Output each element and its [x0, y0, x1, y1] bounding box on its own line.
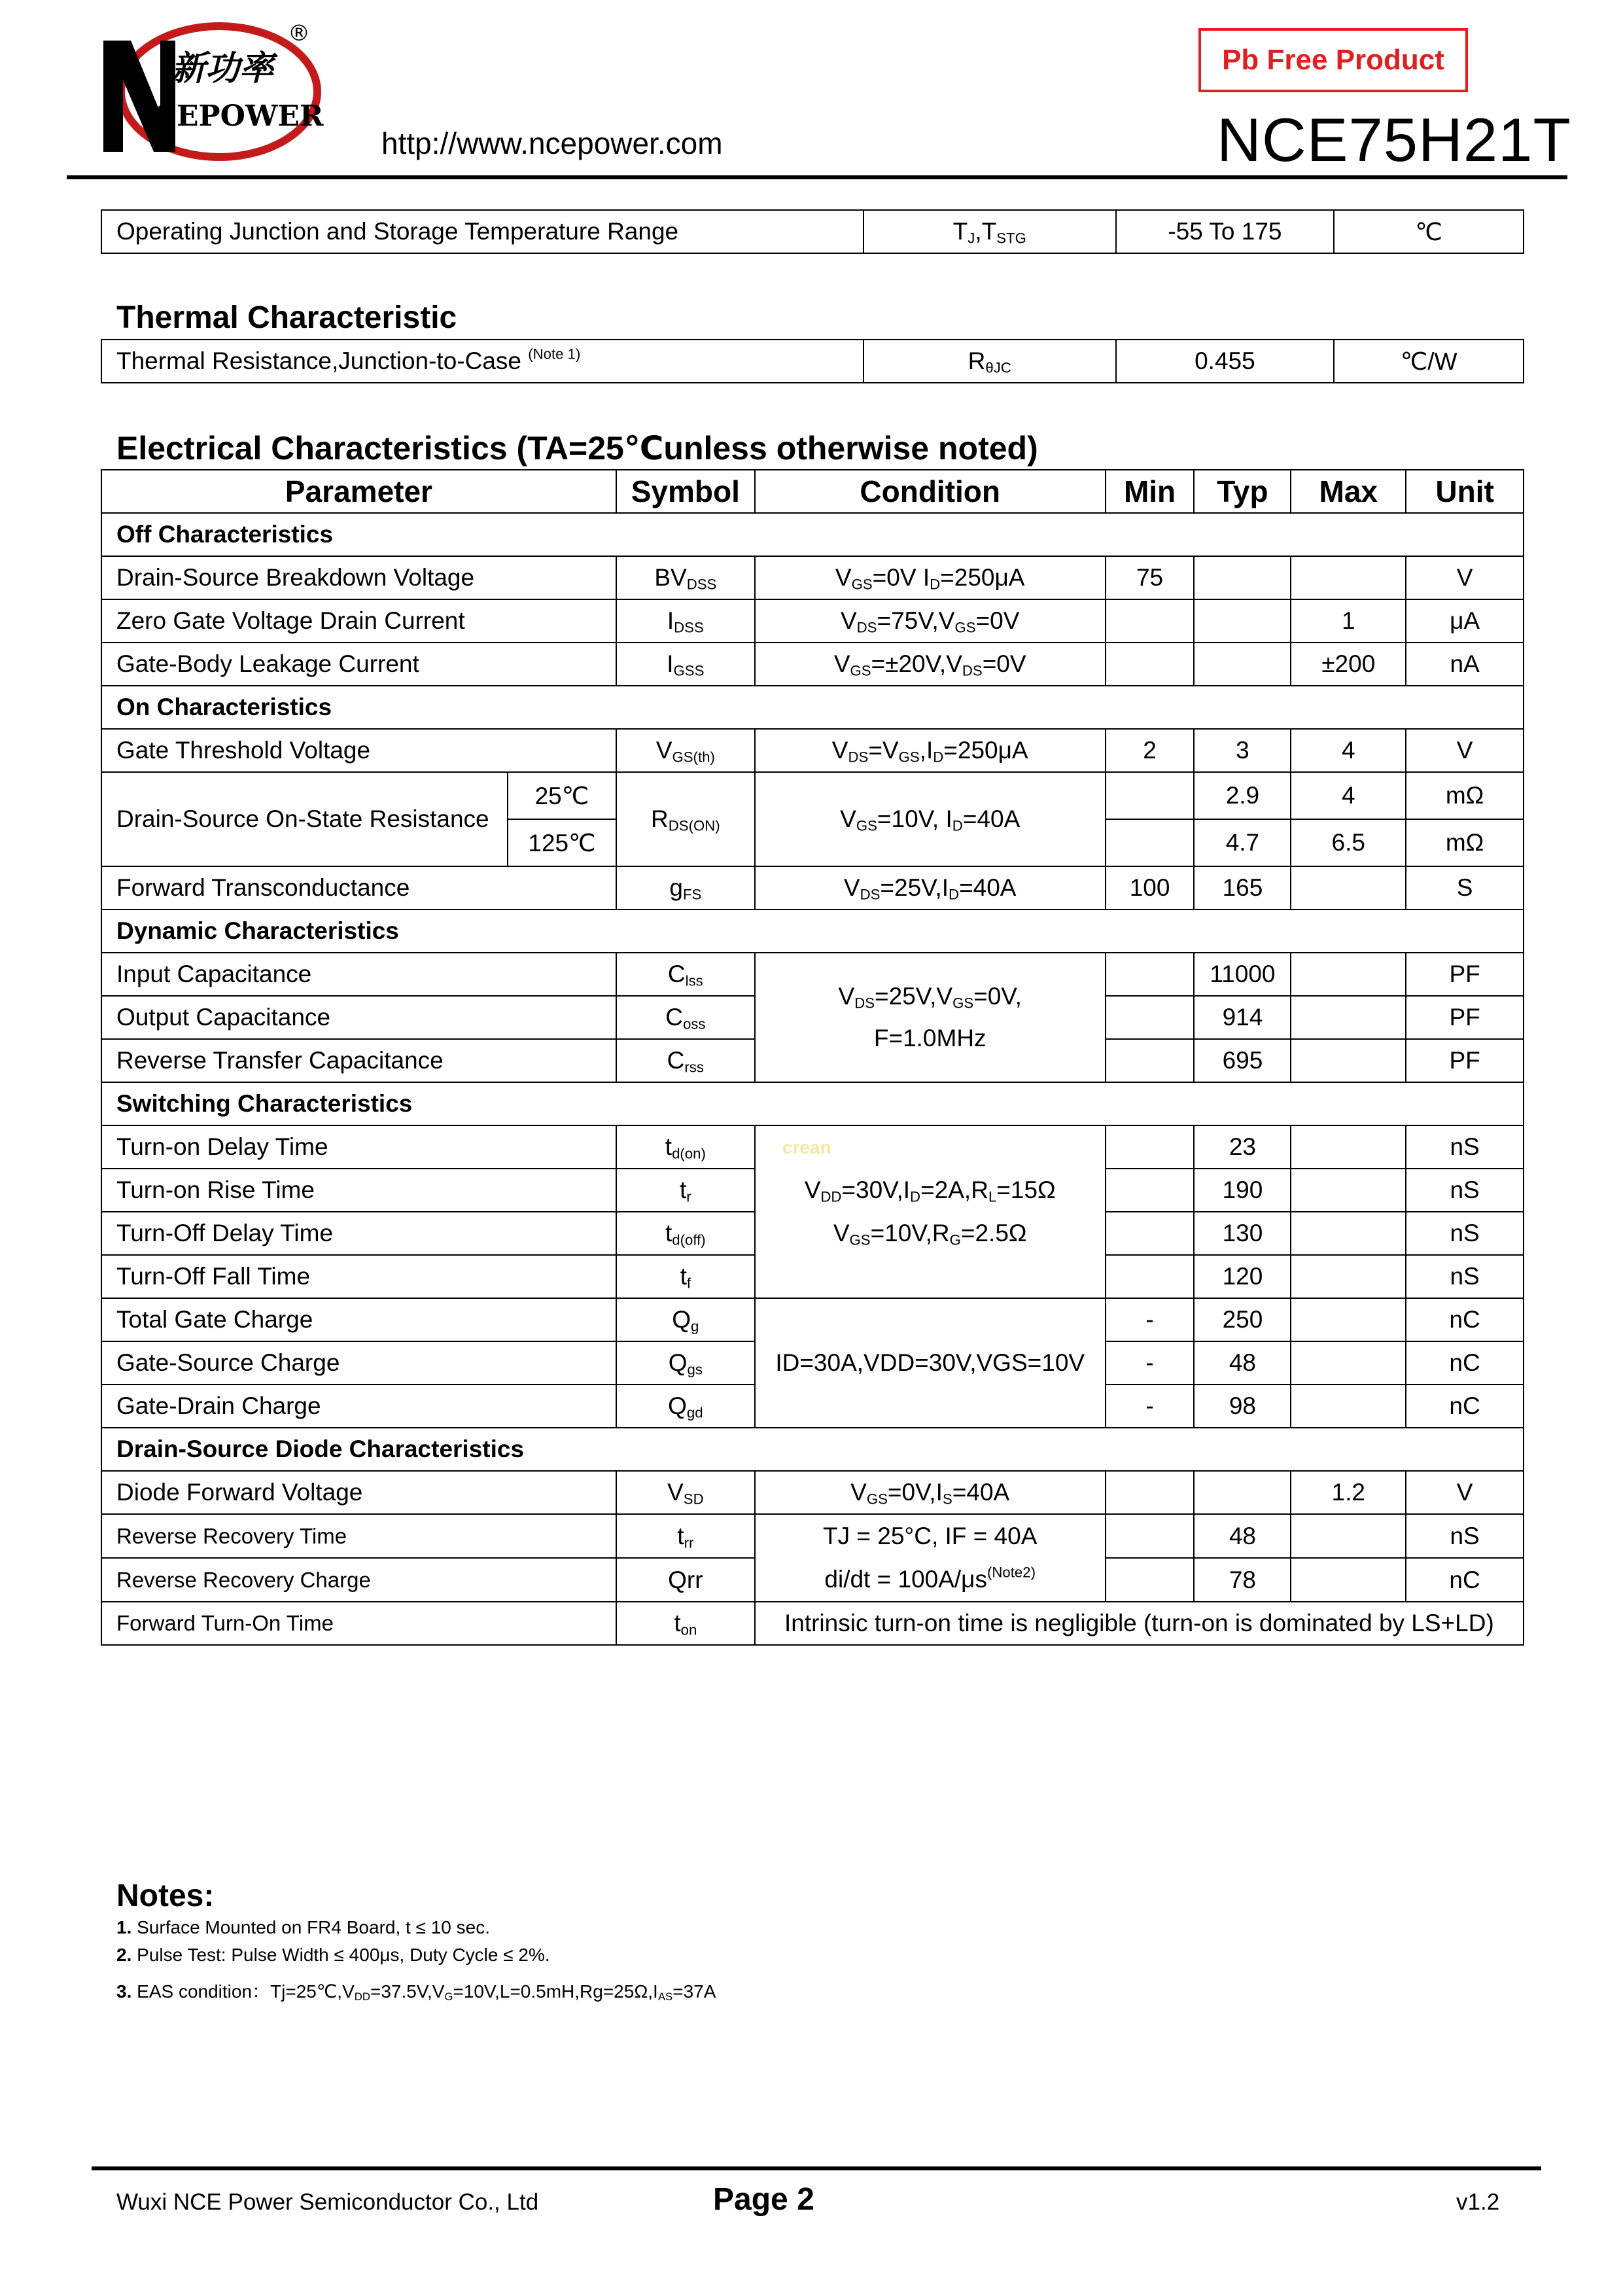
table-row: [101, 599, 1524, 643]
table-row: [101, 1471, 1524, 1514]
symbol-cell: $t_{on}$: [616, 1602, 755, 1645]
typ-cell: 250: [1194, 1298, 1291, 1341]
watermark-text: crean: [782, 1137, 831, 1157]
typ-cell: 48: [1194, 1514, 1291, 1558]
typ-cell: [1194, 599, 1291, 643]
typ-cell: 78: [1194, 1558, 1291, 1602]
param-cell: Output Capacitance: [101, 996, 616, 1039]
param-cell: Reverse Transfer Capacitance: [101, 1039, 616, 1082]
symbol-cell: $BV_{DSS}$: [616, 556, 755, 599]
symbol-cell: $t_r$: [616, 1169, 755, 1212]
section-switching: Switching Characteristics: [101, 1082, 1524, 1125]
unit-cell: nS: [1406, 1169, 1524, 1212]
table-row: [101, 772, 1524, 819]
max-cell: [1291, 1341, 1406, 1385]
section-row: [101, 910, 1524, 953]
section-dynamic: Dynamic Characteristics: [101, 910, 1524, 953]
param-cell: Turn-on Rise Time: [101, 1169, 616, 1212]
max-cell: 1: [1291, 599, 1406, 643]
param-cell: Drain-Source Breakdown Voltage: [101, 556, 616, 599]
svg-text:CEPOWER: CEPOWER: [154, 99, 324, 133]
thermal-value: 0.455: [1116, 340, 1335, 383]
col-symbol: Symbol: [616, 470, 755, 513]
website-url[interactable]: http://www.ncepower.com: [381, 126, 723, 160]
ops-param: Operating Junction and Storage Temperature Range: [101, 210, 864, 253]
max-cell: ±200: [1291, 643, 1406, 686]
notes-title: Notes:: [116, 1879, 215, 1913]
symbol-cell: $g_{FS}$: [616, 866, 755, 910]
symbol-cell: $C_{oss}$: [616, 996, 755, 1039]
typ-cell: 23: [1194, 1125, 1291, 1169]
symbol-cell: $I_{DSS}$: [616, 599, 755, 643]
min-cell: [1106, 599, 1195, 643]
min-cell: [1106, 643, 1195, 686]
col-max: Max: [1291, 470, 1406, 513]
unit-cell: nS: [1406, 1514, 1524, 1558]
symbol-cell: $V_{SD}$: [616, 1471, 755, 1514]
max-cell: [1291, 1298, 1406, 1341]
max-cell: [1291, 1039, 1406, 1082]
param-cell: Drain-Source On-State Resistance: [101, 772, 508, 866]
max-cell: [1291, 556, 1406, 599]
thermal-unit: ℃/W: [1334, 340, 1524, 383]
unit-cell: V: [1406, 729, 1524, 772]
footer-company: Wuxi NCE Power Semiconductor Co., Ltd: [116, 2189, 539, 2215]
header-rule: [67, 175, 1567, 179]
condition-cell: $V_{DD}=30V,I_D=2A,R_L=15\Omega$ $V_{GS}=10V,R_G=2.5\Omega$: [755, 1125, 1106, 1298]
pb-free-badge: Pb Free Product: [1198, 28, 1468, 92]
col-typ: Typ: [1194, 470, 1291, 513]
max-cell: [1291, 953, 1406, 996]
param-cell: Reverse Recovery Charge: [101, 1558, 616, 1602]
typ-cell: 130: [1194, 1212, 1291, 1255]
typ-cell: 98: [1194, 1385, 1291, 1428]
table-row: [101, 866, 1524, 910]
ops-symbol: $T_J,T_{STG}$: [864, 210, 1116, 253]
section-row: [101, 686, 1524, 729]
ops-value: -55 To 175: [1116, 210, 1335, 253]
unit-cell: nC: [1406, 1341, 1524, 1385]
unit-cell: nS: [1406, 1255, 1524, 1298]
min-cell: [1106, 1212, 1195, 1255]
table-row: [101, 1298, 1524, 1341]
param-cell: Reverse Recovery Time: [101, 1514, 616, 1558]
section-off: Off Characteristics: [101, 513, 1524, 556]
typ-cell: [1194, 643, 1291, 686]
unit-cell: mΩ: [1406, 819, 1524, 866]
max-cell: 6.5: [1291, 819, 1406, 866]
unit-cell: nS: [1406, 1125, 1524, 1169]
note-1: 1. Surface Mounted on FR4 Board, t ≤ 10 sec.: [116, 1917, 491, 1937]
max-cell: 4: [1291, 729, 1406, 772]
param-cell: Diode Forward Voltage: [101, 1471, 616, 1514]
section-row: [101, 1082, 1524, 1125]
param-cell: Input Capacitance: [101, 953, 616, 996]
unit-cell: PF: [1406, 1039, 1524, 1082]
unit-cell: nC: [1406, 1298, 1524, 1341]
symbol-cell: $I_{GSS}$: [616, 643, 755, 686]
condition-cell: Intrinsic turn-on time is negligible (turn-on is dominated by LS+LD): [755, 1602, 1524, 1645]
min-cell: 75: [1106, 556, 1195, 599]
table-row: [101, 556, 1524, 599]
symbol-cell: $Q_{gs}$: [616, 1341, 755, 1385]
condition-cell: $V_{GS}=0V,I_S=40A$: [755, 1471, 1106, 1514]
min-cell: [1106, 1169, 1195, 1212]
max-cell: 1.2: [1291, 1471, 1406, 1514]
table-row: [101, 340, 1524, 383]
symbol-cell: $C_{rss}$: [616, 1039, 755, 1082]
unit-cell: nC: [1406, 1385, 1524, 1428]
part-number: NCE75H21T: [1217, 105, 1571, 174]
param-cell: Gate Threshold Voltage: [101, 729, 616, 772]
condition-cell: $V_{DS}=25V,I_D=40A$: [755, 866, 1106, 910]
temp-cell: 125℃: [508, 819, 616, 866]
unit-cell: nC: [1406, 1558, 1524, 1602]
unit-cell: S: [1406, 866, 1524, 910]
min-cell: [1106, 819, 1195, 866]
param-cell: Turn-Off Delay Time: [101, 1212, 616, 1255]
symbol-cell: $t_{rr}$: [616, 1514, 755, 1558]
thermal-param: Thermal Resistance,Junction-to-Case $^{(Note 1)}$: [101, 340, 864, 383]
min-cell: [1106, 1558, 1195, 1602]
col-parameter: Parameter: [101, 470, 616, 513]
symbol-cell: $t_{d(on)}$: [616, 1125, 755, 1169]
svg-text:®: ®: [288, 20, 310, 46]
condition-cell: TJ = 25°C, IF = 40A $di/dt = 100A/\mu s^{(Note2)}$: [755, 1514, 1106, 1602]
thermal-table: [101, 339, 1524, 383]
symbol-cell: $t_f$: [616, 1255, 755, 1298]
footer-version: v1.2: [1456, 2189, 1500, 2215]
symbol-cell: Qrr: [616, 1558, 755, 1602]
param-cell: Turn-Off Fall Time: [101, 1255, 616, 1298]
min-cell: [1106, 1255, 1195, 1298]
min-cell: [1106, 1514, 1195, 1558]
param-cell: Gate-Source Charge: [101, 1341, 616, 1385]
condition-cell: $V_{GS}=\pm 20V,V_{DS}=0V$: [755, 643, 1106, 686]
typ-cell: 48: [1194, 1341, 1291, 1385]
condition-cell: $V_{GS}=10V$, $I_D=40A$: [755, 772, 1106, 866]
param-cell: Forward Transconductance: [101, 866, 616, 910]
param-cell: Forward Turn-On Time: [101, 1602, 616, 1645]
footer-rule: [92, 2166, 1541, 2170]
unit-cell: nA: [1406, 643, 1524, 686]
table-header-row: [101, 470, 1524, 513]
unit-cell: V: [1406, 1471, 1524, 1514]
section-on: On Characteristics: [101, 686, 1524, 729]
min-cell: [1106, 1039, 1195, 1082]
min-cell: 100: [1106, 866, 1195, 910]
symbol-cell: $Q_g$: [616, 1298, 755, 1341]
max-cell: [1291, 1169, 1406, 1212]
max-cell: [1291, 1514, 1406, 1558]
temp-cell: 25℃: [508, 772, 616, 819]
unit-cell: PF: [1406, 953, 1524, 996]
electrical-title: Electrical Characteristics (TA=25℃unless otherwise noted): [116, 430, 1038, 467]
min-cell: [1106, 772, 1195, 819]
param-cell: Gate-Body Leakage Current: [101, 643, 616, 686]
ops-table: [101, 209, 1524, 254]
section-row: [101, 1428, 1524, 1471]
section-row: [101, 513, 1524, 556]
symbol-cell: $C_{lss}$: [616, 953, 755, 996]
typ-cell: 4.7: [1194, 819, 1291, 866]
max-cell: 4: [1291, 772, 1406, 819]
condition-cell: $V_{DS}=V_{GS},I_D=250\mu A$: [755, 729, 1106, 772]
typ-cell: 11000: [1194, 953, 1291, 996]
param-cell: Zero Gate Voltage Drain Current: [101, 599, 616, 643]
table-row: [101, 643, 1524, 686]
max-cell: [1291, 1255, 1406, 1298]
thermal-symbol: $R_{\theta JC}$: [864, 340, 1116, 383]
table-row: [101, 1602, 1524, 1645]
param-cell: Gate-Drain Charge: [101, 1385, 616, 1428]
unit-cell: PF: [1406, 996, 1524, 1039]
typ-cell: 3: [1194, 729, 1291, 772]
typ-cell: 190: [1194, 1169, 1291, 1212]
typ-cell: 2.9: [1194, 772, 1291, 819]
svg-text:新功率: 新功率: [171, 49, 274, 88]
electrical-table: [101, 469, 1524, 1646]
typ-cell: 914: [1194, 996, 1291, 1039]
thermal-title: Thermal Characteristic: [116, 300, 457, 335]
min-cell: [1106, 953, 1195, 996]
min-cell: -: [1106, 1341, 1195, 1385]
min-cell: -: [1106, 1385, 1195, 1428]
typ-cell: 695: [1194, 1039, 1291, 1082]
table-row: [101, 1514, 1524, 1558]
table-row: [101, 953, 1524, 996]
unit-cell: nS: [1406, 1212, 1524, 1255]
note-3: 3. EAS condition：$Tj=25℃,V_{DD}=37.5V,V_G=10V,L=0.5mH,Rg=25\Omega,I_{AS}=37A$: [116, 1981, 716, 2004]
condition-cell: $V_{DS}=25V,V_{GS}=0V$, F=1.0MHz: [755, 953, 1106, 1082]
condition-cell: $V_{GS}=0V$ $I_D=250\mu A$: [755, 556, 1106, 599]
max-cell: [1291, 1212, 1406, 1255]
col-unit: Unit: [1406, 470, 1524, 513]
typ-cell: 120: [1194, 1255, 1291, 1298]
condition-cell: $V_{DS}=75V,V_{GS}=0V$: [755, 599, 1106, 643]
col-min: Min: [1106, 470, 1195, 513]
typ-cell: [1194, 1471, 1291, 1514]
max-cell: [1291, 1558, 1406, 1602]
symbol-cell: $R_{DS(ON)}$: [616, 772, 755, 866]
min-cell: [1106, 1125, 1195, 1169]
col-condition: Condition: [755, 470, 1106, 513]
typ-cell: [1194, 556, 1291, 599]
param-cell: Total Gate Charge: [101, 1298, 616, 1341]
max-cell: [1291, 1125, 1406, 1169]
table-row: [101, 210, 1524, 253]
symbol-cell: $V_{GS(th)}$: [616, 729, 755, 772]
max-cell: [1291, 996, 1406, 1039]
footer-page-number: Page 2: [713, 2182, 814, 2217]
symbol-cell: $Q_{gd}$: [616, 1385, 755, 1428]
typ-cell: 165: [1194, 866, 1291, 910]
section-diode: Drain-Source Diode Characteristics: [101, 1428, 1524, 1471]
unit-cell: V: [1406, 556, 1524, 599]
min-cell: -: [1106, 1298, 1195, 1341]
max-cell: [1291, 866, 1406, 910]
note-2: 2. Pulse Test: Pulse Width ≤ 400μs, Duty Cycle ≤ 2%.: [116, 1945, 550, 1965]
company-logo: [92, 14, 327, 165]
max-cell: [1291, 1385, 1406, 1428]
condition-cell: ID=30A,VDD=30V,VGS=10V: [755, 1298, 1106, 1428]
min-cell: 2: [1106, 729, 1195, 772]
unit-cell: mΩ: [1406, 772, 1524, 819]
param-cell: Turn-on Delay Time: [101, 1125, 616, 1169]
symbol-cell: $t_{d(off)}$: [616, 1212, 755, 1255]
min-cell: [1106, 1471, 1195, 1514]
table-row: [101, 729, 1524, 772]
min-cell: [1106, 996, 1195, 1039]
unit-cell: μA: [1406, 599, 1524, 643]
ops-unit: ℃: [1334, 210, 1524, 253]
